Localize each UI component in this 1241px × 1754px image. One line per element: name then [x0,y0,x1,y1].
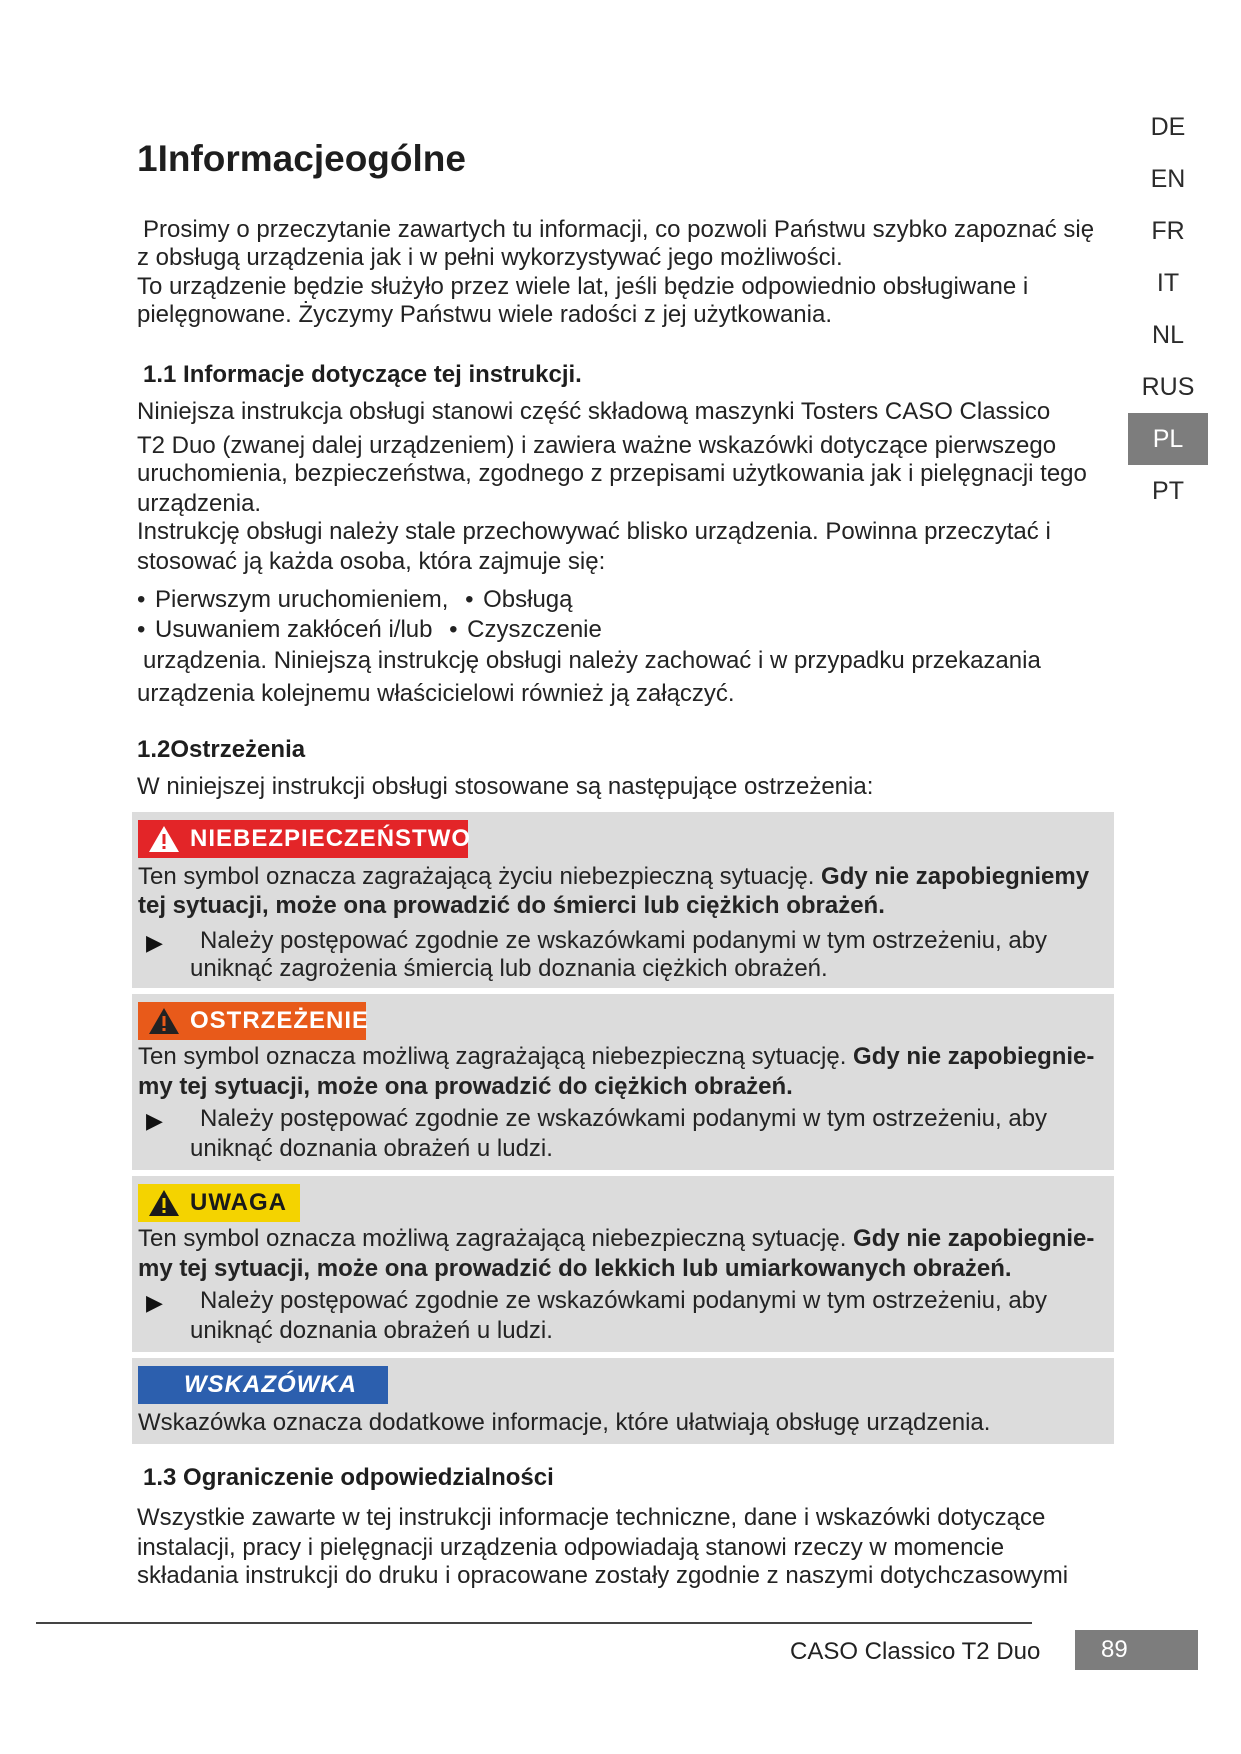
arrow-right-icon: ▶ [146,1108,163,1133]
warning-triangle-icon [148,1006,180,1036]
bullet-list [137,585,602,645]
footer-product-name: CASO Classico T2 Duo [790,1638,1041,1665]
list-item: • Pierwszym uruchomieniem, • Obsługą [137,586,573,613]
body-line: stosować ją każda osoba, która zajmuje się: [137,548,606,575]
body-line: W niniejszej instrukcji obsługi stosowane są następujące ostrzeżenia: [137,773,874,800]
body-line: uruchomienia, bezpieczeństwa, zgodnego z przepisami użytkowania jak i pielęgnacji tego [137,460,1087,487]
lang-tab-pt[interactable]: PT [1152,477,1184,505]
warning-triangle-icon [148,824,180,854]
arrow-right-icon: ▶ [146,930,163,955]
section-heading-1-3: 1.3 Ograniczenie odpowiedzialności [143,1464,554,1491]
instruction-line: Należy postępować zgodnie ze wskazówkami podanymi w tym ostrzeżeniu, aby [200,1287,1048,1314]
body-line: urządzenia. Niniejszą instrukcję obsługi należy zachować i w przypadku przekazania [143,647,1041,674]
warning-text: Ten symbol oznacza możliwą zagrażającą niebezpieczną sytuację. Gdy nie zapobiegnie- [138,1043,1095,1070]
list-item: • Usuwaniem zakłóceń i/lub • Czyszczenie [137,616,602,643]
body-line: instalacji, pracy i pielęgnacji urządzenia odpowiadają stanowi rzeczy w momencie [137,1534,1005,1561]
body-line: Wszystkie zawarte w tej instrukcji informacje techniczne, dane i wskazówki dotyczące [137,1504,1046,1531]
danger-badge: NIEBEZPIECZEŃSTWO [138,820,468,858]
caution-text: Ten symbol oznacza możliwą zagrażającą niebezpieczną sytuację. Gdy nie zapobiegnie- [138,1225,1095,1252]
body-line: Instrukcję obsługi należy stale przechowywać blisko urządzenia. Powinna przeczytać i [137,518,1051,545]
note-text: Wskazówka oznacza dodatkowe informacje, które ułatwiają obsługę urządzenia. [138,1409,991,1436]
lang-tab-rus[interactable]: RUS [1141,373,1195,401]
intro-line: Prosimy o przeczytanie zawartych tu informacji, co pozwoli Państwu szybko zapoznać się [143,216,1095,243]
body-line: składania instrukcji do druku i opracowane zostały zgodnie z naszymi dotychczasowymi [137,1562,1069,1589]
body-line: T2 Duo (zwanej dalej urządzeniem) i zawiera ważne wskazówki dotyczące pierwszego [137,432,1057,459]
section-heading-1-2: 1.2Ostrzeżenia [137,736,306,763]
instruction-line: uniknąć doznania obrażeń u ludzi. [190,1135,553,1162]
note-box [132,1358,1114,1444]
page-number: 89 [1075,1630,1198,1670]
footer-divider [36,1622,1032,1624]
body-line: urządzenia kolejnemu właścicielowi również ją załączyć. [137,680,735,707]
instruction-line: uniknąć zagrożenia śmiercią lub doznania ciężkich obrażeń. [190,955,828,982]
caution-badge: UWAGA [138,1184,300,1222]
body-line: urządzenia. [137,490,262,517]
danger-text: Ten symbol oznacza zagrażającą życiu niebezpieczną sytuację. Gdy nie zapobiegniemy [138,863,1090,890]
intro-line: pielęgnowane. Życzymy Państwu wiele radości z jej użytkowania. [137,301,832,328]
lang-tab-pl[interactable]: PL [1128,413,1208,465]
arrow-right-icon: ▶ [146,1290,163,1315]
warning-triangle-icon [148,1188,180,1218]
lang-tab-fr[interactable]: FR [1151,217,1185,245]
lang-tab-it[interactable]: IT [1156,269,1180,297]
danger-text-bold: tej sytuacji, może ona prowadzić do śmierci lub ciężkich obrażeń. [138,892,885,919]
body-line: Niniejsza instrukcja obsługi stanowi część składową maszynki Tosters CASO Classico [137,398,1051,425]
warning-badge: OSTRZEŻENIE [138,1002,366,1040]
page-title: 1Informacjeogólne [137,138,466,179]
lang-tab-de[interactable]: DE [1150,113,1186,141]
lang-tab-en[interactable]: EN [1150,165,1186,193]
section-heading-1-1: 1.1 Informacje dotyczące tej instrukcji. [143,361,582,388]
caution-text-bold: my tej sytuacji, może ona prowadzić do lekkich lub umiarkowanych obrażeń. [138,1255,1012,1282]
danger-box [132,812,1114,988]
lang-tab-nl[interactable]: NL [1152,321,1184,349]
intro-line: z obsługą urządzenia jak i w pełni wykorzystywać jego możliwości. [137,244,843,271]
warning-box [132,994,1114,1170]
warning-text-bold: my tej sytuacji, może ona prowadzić do ciężkich obrażeń. [138,1073,793,1100]
instruction-line: uniknąć doznania obrażeń u ludzi. [190,1317,553,1344]
note-badge: WSKAZÓWKA [138,1366,388,1404]
instruction-line: Należy postępować zgodnie ze wskazówkami podanymi w tym ostrzeżeniu, aby [200,927,1048,954]
caution-box [132,1176,1114,1352]
instruction-line: Należy postępować zgodnie ze wskazówkami podanymi w tym ostrzeżeniu, aby [200,1105,1048,1132]
intro-line: To urządzenie będzie służyło przez wiele lat, jeśli będzie odpowiednio obsługiwane i [137,273,1029,300]
